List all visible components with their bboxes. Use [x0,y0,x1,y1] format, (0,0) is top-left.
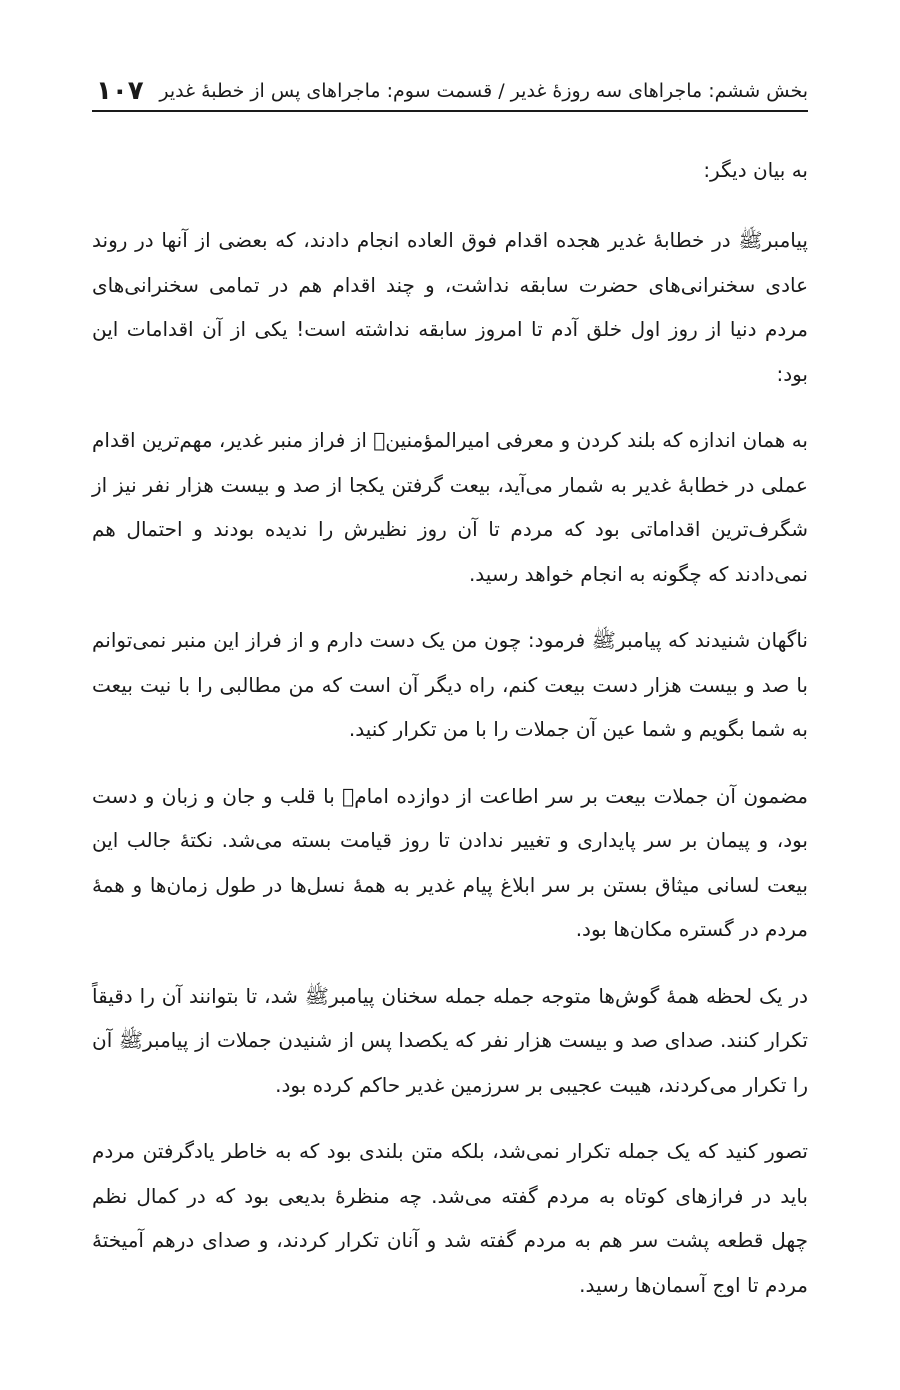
paragraph: مضمون آن جملات بیعت بر سر اطاعت از دوازده امامؑ با قلب و جان و زبان و دست بود، و پیمان بر سر پایداری و تغییر ندادن تا روز قیامت بسته می‌شد. نکتهٔ جالب این بیعت لسانی میثاق بستن بر سر ابلاغ پیام غدیر به همهٔ نسل‌ها در طول زمان‌ها و همهٔ مردم در گستره مکان‌ها بود. [92,783,808,941]
book-page [92,60,808,1329]
paragraph: در یک لحظه همهٔ گوش‌ها متوجه جمله جمله سخنان پیامبرﷺ شد، تا بتوانند آن را دقیقاً تکرار کنند. صدای صد و بیست هزار نفر که یکصدا پس از شنیدن جملات از پیامبرﷺ آن را تکرار می‌کردند، هیبت عجیبی بر سرزمین غدیر حاکم کرده بود. [92,983,808,1097]
body-text [92,148,808,1307]
page-number: ۱۰۷ [96,76,144,106]
intro-line: به بیان دیگر: [703,158,808,182]
paragraph: به همان اندازه که بلند کردن و معرفی امیرالمؤمنینؑ از فراز منبر غدیر، مهم‌ترین اقدام عملی در خطابهٔ غدیر به شمار می‌آید، بیعت گرفتن یکجا از صد و بیست هزار نفر نیز از شگرف‌ترین اقداماتی بود که مردم تا آن روز نظیرش را ندیده بودند و احتمال هم نمی‌دادند که چگونه به انجام خواهد رسید. [92,428,808,586]
paragraph: ناگهان شنیدند که پیامبرﷺ فرمود: چون من یک دست دارم و از فراز این منبر نمی‌توانم با صد و بیست هزار دست بیعت کنم، راه دیگر آن است که من مطالبی را با نیت بیعت به شما بگویم و شما عین آن جملات را با من تکرار کنید. [92,628,808,741]
running-title: بخش ششم: ماجراهای سه روزهٔ غدیر / قسمت سوم: ماجراهای پس از خطبهٔ غدیر [159,80,808,103]
paragraph: تصور کنید که یک جمله تکرار نمی‌شد، بلکه متن بلندی بود که به خاطر یادگرفتن مردم باید در فرازهای کوتاه به مردم گفته می‌شد. چه منظرهٔ بدیعی بود که در کمال نظم چهل قطعه پشت سر هم به مردم گفته شد و آنان تکرار کردند، و صدای درهم آمیختهٔ مردم تا اوج آسمان‌ها رسید. [92,1139,808,1297]
page-header [92,60,808,112]
paragraph: پیامبرﷺ در خطابهٔ غدیر هجده اقدام فوق العاده انجام دادند، که بعضی از آنها در روند عادی سخنرانی‌های حضرت سابقه نداشت، و چند اقدام هم در تمامی سخنرانی‌های مردم دنیا از روز اول خلق آدم تا امروز سابقه نداشته است! یکی از آن اقدامات این بود: [92,228,808,386]
